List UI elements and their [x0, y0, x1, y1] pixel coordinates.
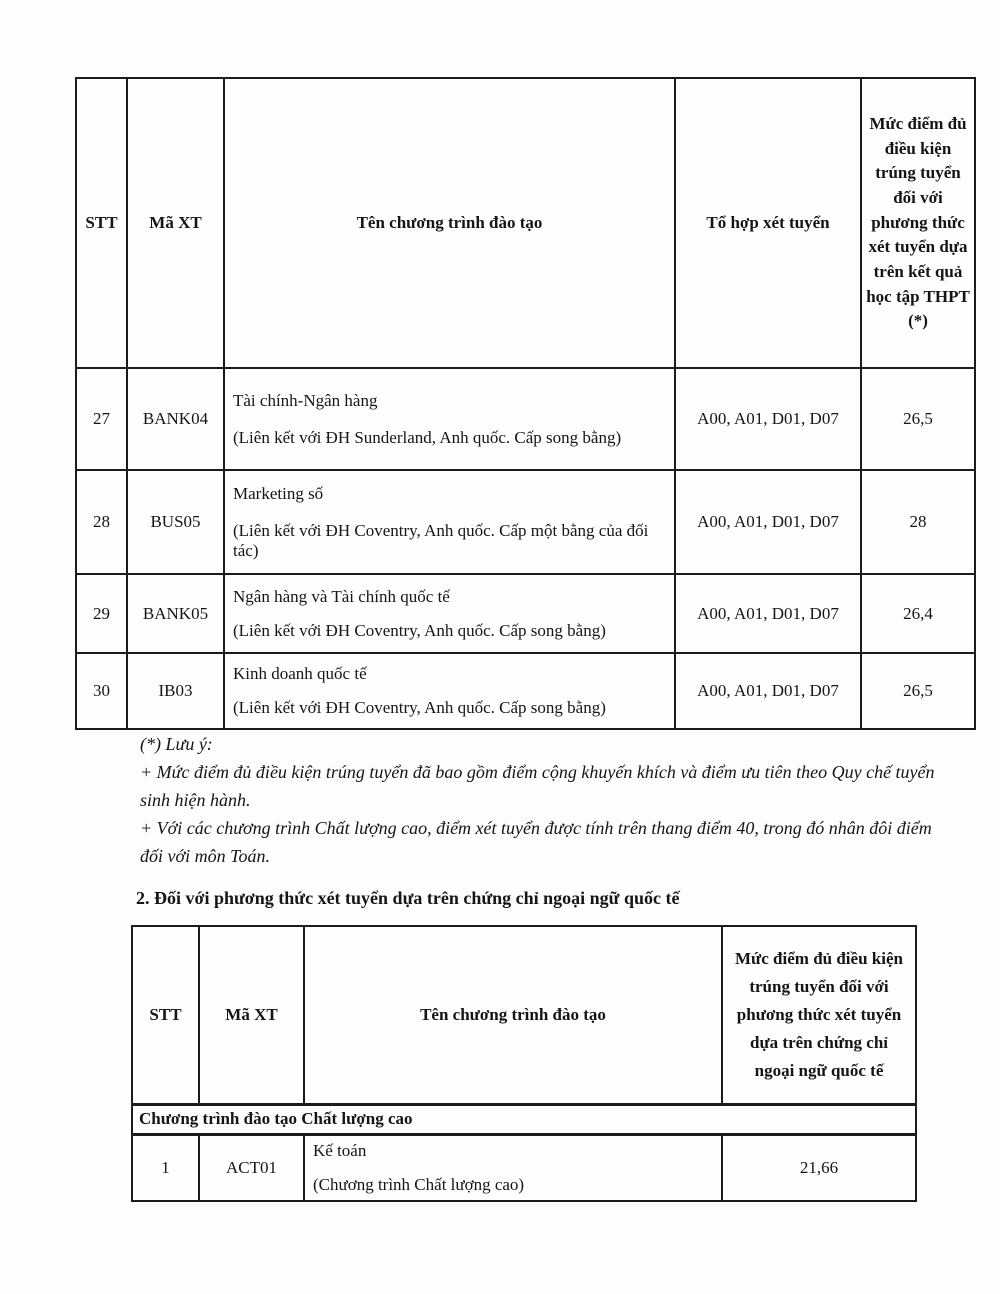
cell-ma-xt: ACT01	[199, 1134, 304, 1201]
cell-to-hop: A00, A01, D01, D07	[675, 470, 861, 574]
cell-score: 21,66	[722, 1134, 916, 1201]
header-ma-xt: Mã XT	[127, 78, 224, 368]
header-stt: STT	[76, 78, 127, 368]
cell-program	[224, 470, 675, 574]
cell-stt: 30	[76, 653, 127, 729]
cell-program	[224, 574, 675, 653]
cell-program	[304, 1134, 722, 1201]
cell-stt: 27	[76, 368, 127, 470]
program-name: Ngân hàng và Tài chính quốc tế	[233, 586, 450, 606]
cell-ma-xt: BANK05	[127, 574, 224, 653]
cell-score: 26,4	[861, 574, 975, 653]
program-name: Marketing số	[233, 483, 324, 503]
program-detail: (Chương trình Chất lượng cao)	[313, 1174, 525, 1194]
cell-score: 26,5	[861, 653, 975, 729]
cell-program	[224, 368, 675, 470]
header-score: Mức điểm đủ điều kiện trúng tuyển đối với phương thức xét tuyển dựa trên kết quả học tập THPT (*)	[861, 78, 975, 368]
cell-stt: 29	[76, 574, 127, 653]
program-name: Kinh doanh quốc tế	[233, 664, 367, 683]
section-2-heading: 2. Đối với phương thức xét tuyển dựa trên chứng chỉ ngoại ngữ quốc tế	[136, 888, 680, 908]
header-program-name: Tên chương trình đào tạo	[304, 926, 722, 1104]
program-name: Kế toán	[313, 1140, 367, 1160]
header-ma-xt: Mã XT	[199, 926, 304, 1104]
program-detail: (Liên kết với ĐH Coventry, Anh quốc. Cấp một bằng của đối tác)	[233, 520, 649, 560]
table-row	[76, 368, 975, 470]
program-detail: (Liên kết với ĐH Coventry, Anh quốc. Cấp song bằng)	[233, 620, 606, 640]
footnote-item: + Với các chương trình Chất lượng cao, điểm xét tuyển được tính trên thang điểm 40, trong đó nhân đôi điểm đối với môn Toán.	[140, 817, 932, 866]
cell-to-hop: A00, A01, D01, D07	[675, 368, 861, 470]
group-label: Chương trình đào tạo Chất lượng cao	[132, 1104, 916, 1134]
cell-stt: 1	[132, 1134, 199, 1201]
table-row	[76, 470, 975, 574]
admission-table-thpt	[75, 77, 976, 730]
footnote-item: + Mức điểm đủ điều kiện trúng tuyển đã bao gồm điểm cộng khuyến khích và điểm ưu tiên theo Quy chế tuyển sinh hiện hành.	[140, 761, 935, 810]
table-row	[132, 1134, 916, 1201]
cell-to-hop: A00, A01, D01, D07	[675, 653, 861, 729]
table-header-row	[132, 926, 916, 1104]
cell-to-hop: A00, A01, D01, D07	[675, 574, 861, 653]
table-header-row	[76, 78, 975, 368]
program-name: Tài chính-Ngân hàng	[233, 390, 378, 410]
program-detail: (Liên kết với ĐH Coventry, Anh quốc. Cấp song bằng)	[233, 698, 606, 717]
cell-score: 28	[861, 470, 975, 574]
header-program-name: Tên chương trình đào tạo	[224, 78, 675, 368]
cell-stt: 28	[76, 470, 127, 574]
footnotes	[140, 731, 940, 870]
header-stt: STT	[132, 926, 199, 1104]
cell-ma-xt: IB03	[127, 653, 224, 729]
cell-ma-xt: BUS05	[127, 470, 224, 574]
cell-score: 26,5	[861, 368, 975, 470]
header-to-hop: Tổ hợp xét tuyển	[675, 78, 861, 368]
program-detail: (Liên kết với ĐH Sunderland, Anh quốc. Cấp song bằng)	[233, 427, 622, 447]
footnote-title: (*) Lưu ý:	[140, 734, 213, 754]
group-row	[132, 1104, 916, 1134]
header-score: Mức điểm đủ điều kiện trúng tuyển đối với phương thức xét tuyển dựa trên chứng chỉ ngoại ngữ quốc tế	[722, 926, 916, 1104]
cell-program	[224, 653, 675, 729]
table-row	[76, 574, 975, 653]
table-row	[76, 653, 975, 729]
cell-ma-xt: BANK04	[127, 368, 224, 470]
admission-table-certificate	[131, 925, 917, 1202]
